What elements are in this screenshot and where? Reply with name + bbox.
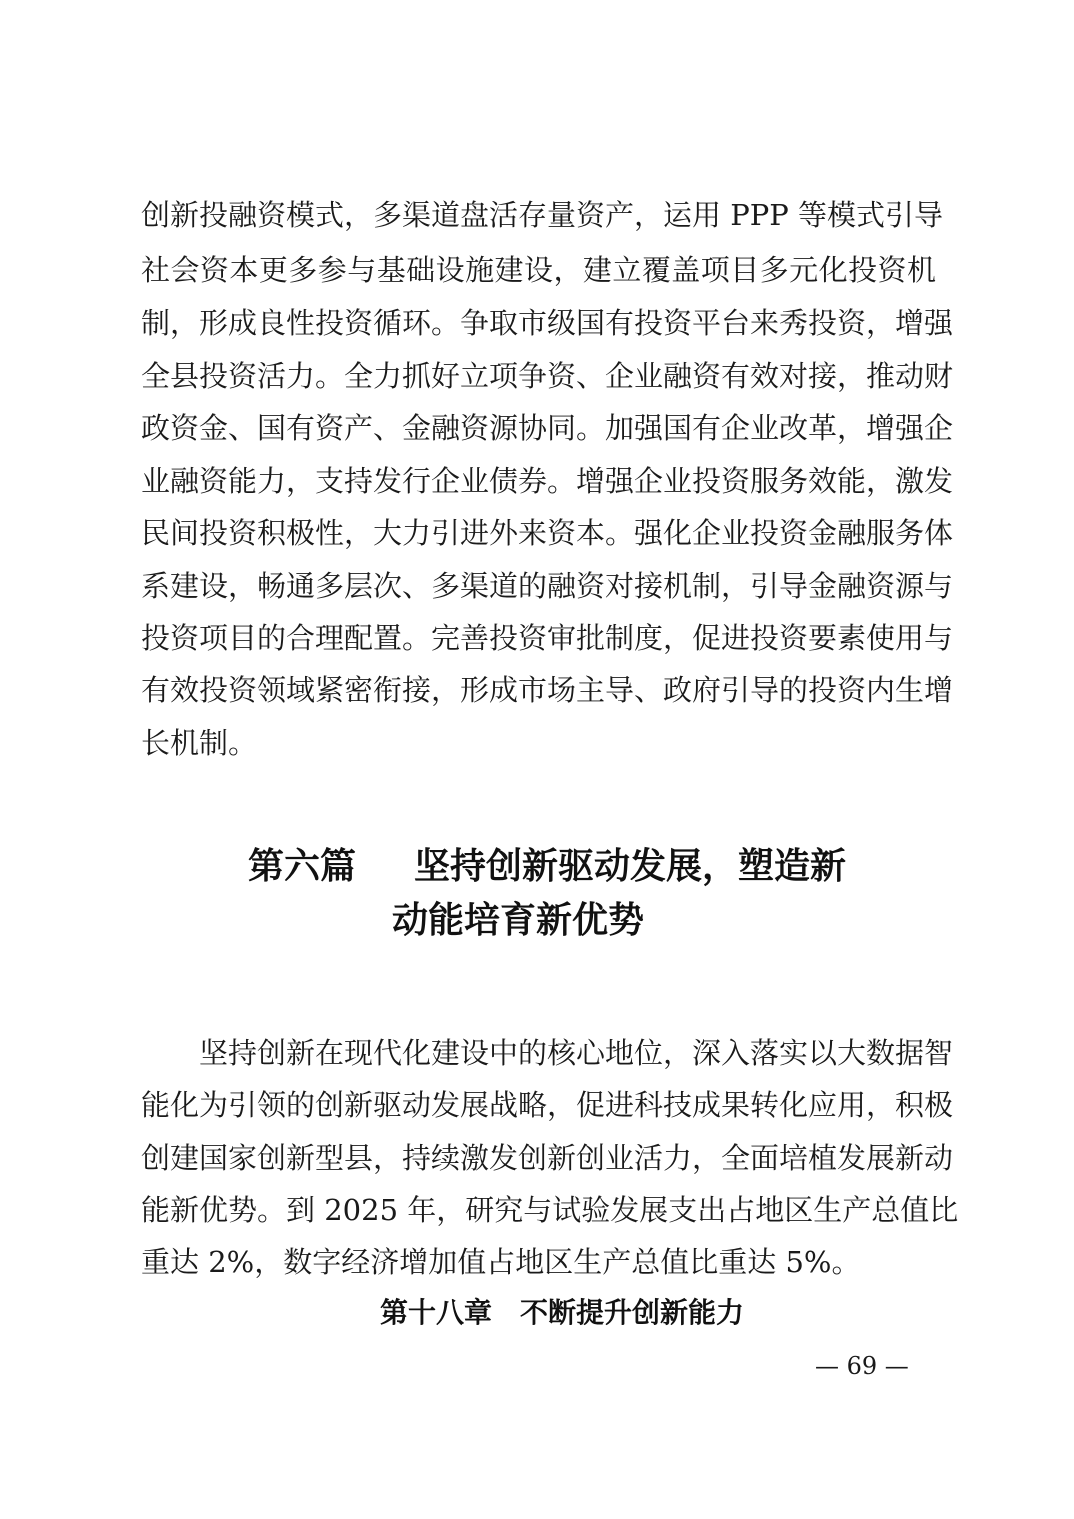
paragraph-line: 民间投资积极性，大力引进外来资本。强化企业投资金融服务体 — [141, 516, 954, 550]
paragraph-line: 投资项目的合理配置。完善投资审批制度，促进投资要素使用与 — [141, 621, 954, 655]
paragraph-line: 重达 2%，数字经济增加值占地区生产总值比重达 5%。 — [141, 1245, 861, 1279]
page-number: — 69 — — [815, 1352, 909, 1380]
paragraph-line: 全县投资活力。全力抓好立项争资、企业融资有效对接，推动财 — [141, 359, 954, 393]
paragraph-line: 制，形成良性投资循环。争取市级国有投资平台来秀投资，增强 — [141, 306, 954, 340]
part-heading-line-1 — [248, 845, 846, 889]
part-title-text: 坚持创新驱动发展，塑造新 — [414, 846, 847, 887]
paragraph-line: 创建国家创新型县，持续激发创新创业活力，全面培植发展新动 — [141, 1141, 954, 1175]
paragraph-line: 系建设，畅通多层次、多渠道的融资对接机制，引导金融资源与 — [141, 569, 954, 603]
paragraph-line: 有效投资领域紧密衔接，形成市场主导、政府引导的投资内生增 — [141, 673, 954, 707]
paragraph-line: 坚持创新在现代化建设中的核心地位，深入落实以大数据智 — [199, 1036, 954, 1070]
chapter-label: 第十八章 — [380, 1296, 493, 1329]
chapter-heading — [380, 1294, 744, 1332]
part-heading-line-2: 动能培育新优势 — [392, 900, 645, 941]
part-label: 第六篇 — [248, 846, 357, 887]
paragraph-line: 能化为引领的创新驱动发展战略，促进科技成果转化应用，积极 — [141, 1088, 954, 1122]
paragraph-line: 业融资能力，支持发行企业债券。增强企业投资服务效能，激发 — [141, 464, 954, 498]
paragraph-line: 社会资本更多参与基础设施建设，建立覆盖项目多元化投资机 — [141, 253, 936, 287]
chapter-title-text: 不断提升创新能力 — [520, 1296, 745, 1329]
paragraph-line: 能新优势。到 2025 年，研究与试验发展支出占地区生产总值比 — [141, 1193, 959, 1227]
paragraph-line: 创新投融资模式，多渠道盘活存量资产，运用 PPP 等模式引导 — [141, 198, 943, 232]
paragraph-line: 政资金、国有资产、金融资源协同。加强国有企业改革，增强企 — [141, 411, 954, 445]
paragraph-line: 长机制。 — [141, 726, 258, 760]
